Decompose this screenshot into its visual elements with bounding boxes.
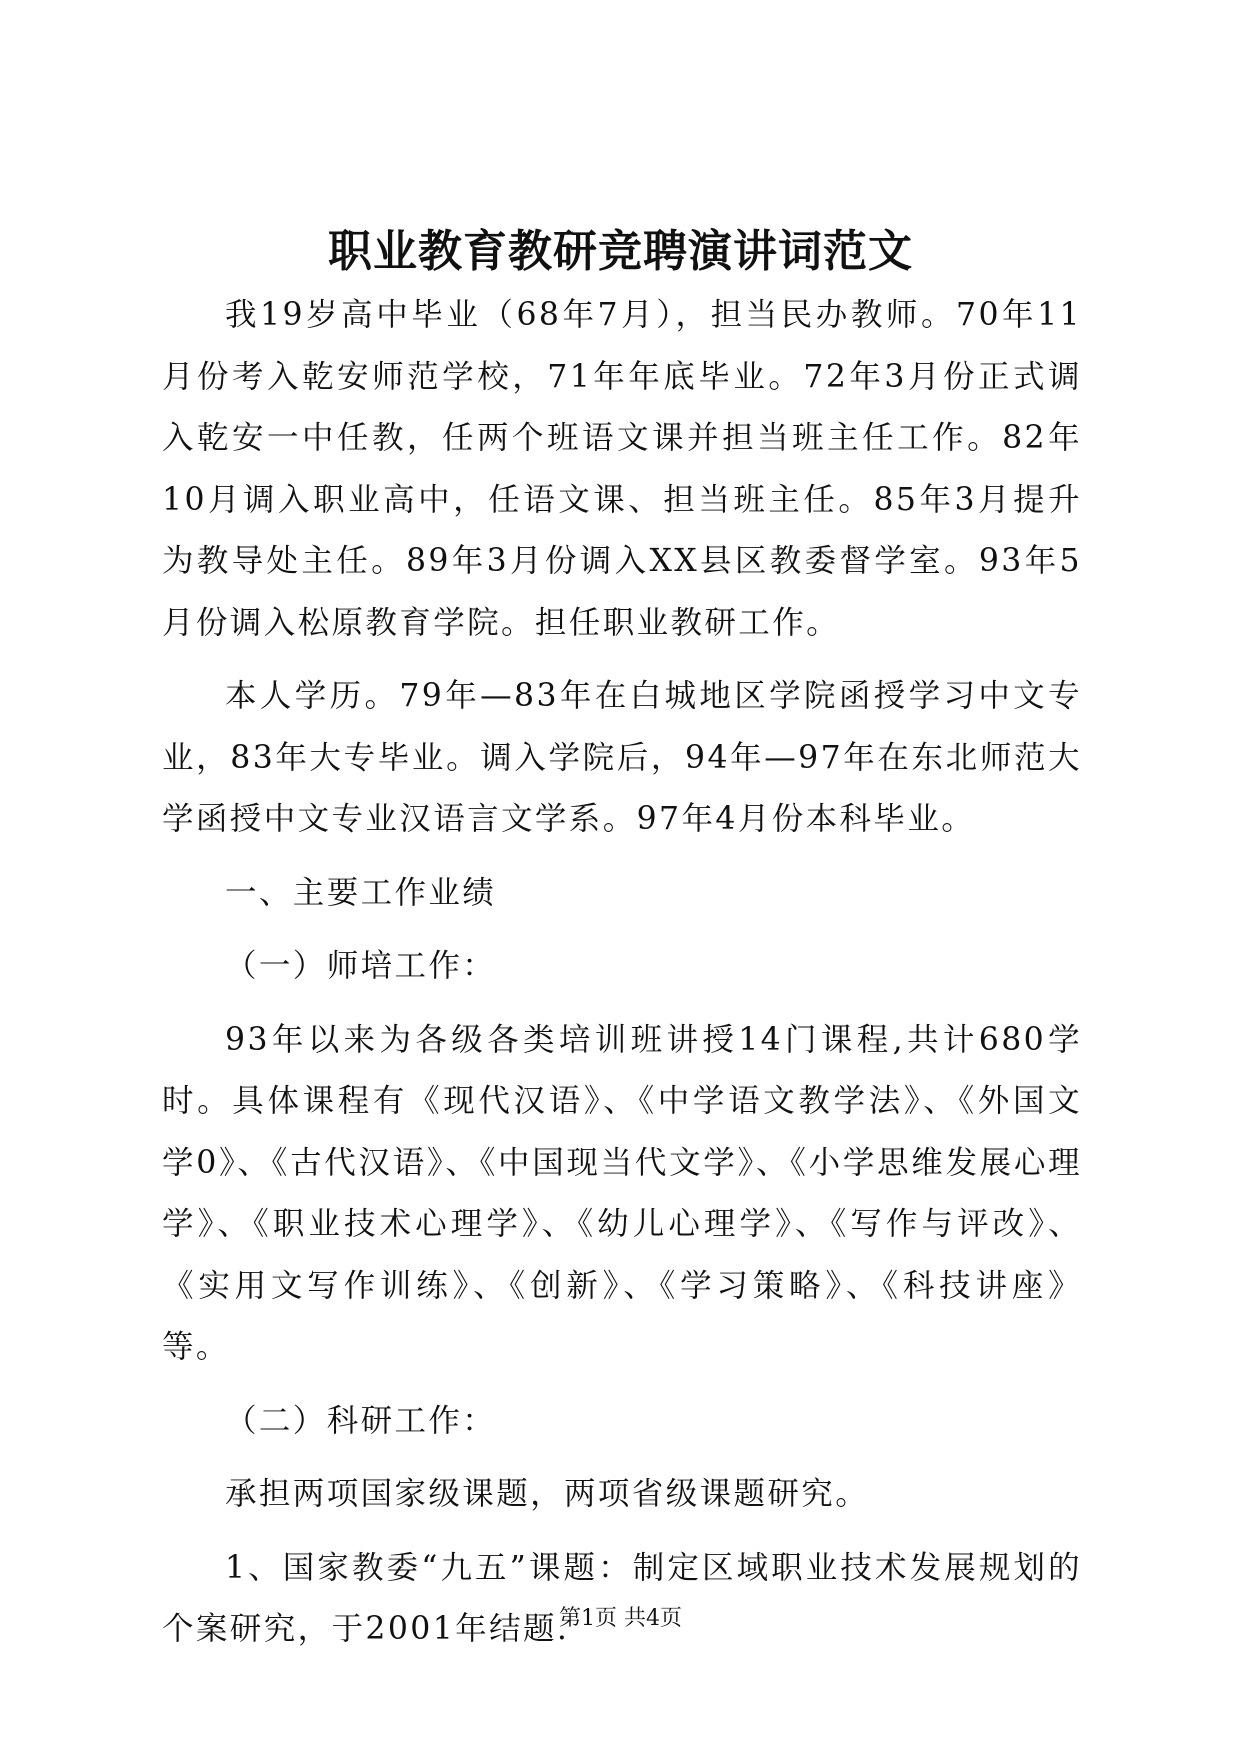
document-body xyxy=(162,285,1082,1673)
paragraph-research-summary: 承担两项国家级课题，两项省级课题研究。 xyxy=(225,1476,870,1512)
subsection-heading-research: （二）科研工作： xyxy=(225,1402,497,1439)
page-footer: 第1页 共4页 xyxy=(559,1606,682,1631)
paragraph-research-item-1: 1、国家教委“九五”课题：制定区域职业技术发展规划的个案研究，于2001年结题. xyxy=(162,1549,1082,1647)
subsection-heading-training: （一）师培工作： xyxy=(225,948,497,984)
paragraph-career: 我19岁高中毕业（68年7月），担当民办教师。70年11月份考入乾安师范学校，71年年底毕业。72年3月份正式调入乾安一中任教，任两个班语文课并担当班主任工作。82年10月调入职业高中，任语文课、担当班主任。85年3月提升为教导处主任。89年3月份调入XX县区教委督学室。93年5月份调入松原教育学院。担任职业教研工作。 xyxy=(162,297,1082,641)
paragraph-courses: 93年以来为各级各类培训班讲授14门课程,共计680学时。具体课程有《现代汉语》、《中学语文教学法》、《外国文学0》、《古代汉语》、《中国现当代文学》、《小学思维发展心理学》、《职业技术心理学》、《幼儿心理学》、《写作与评改》、《实用文写作训练》、《创新》、《学习策略》、《科技讲座》等。 xyxy=(162,1021,1082,1365)
document-title: 职业教育教研竞聘演讲词范文 xyxy=(328,226,913,277)
section-heading-achievements: 一、主要工作业绩 xyxy=(225,874,497,911)
paragraph-education: 本人学历。79年—83年在白城地区学院函授学习中文专业，83年大专毕业。调入学院后，94年—97年在东北师范大学函授中文专业汉语言文学系。97年4月份本科毕业。 xyxy=(162,678,1082,837)
